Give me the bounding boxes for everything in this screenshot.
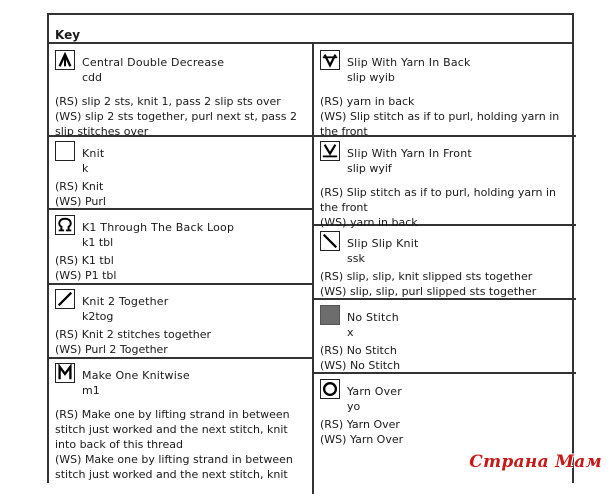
slip-with-yarn-in-front-icon <box>320 141 340 161</box>
stitch-description: (RS) K1 tbl (WS) P1 tbl <box>55 254 117 282</box>
slip-slip-knit-icon <box>320 231 340 251</box>
stitch-name: Slip Slip Knit <box>347 237 419 250</box>
stitch-abbreviation: cdd <box>82 71 103 84</box>
stitch-description: (RS) No Stitch (WS) No Stitch <box>320 344 401 372</box>
stitch-name: No Stitch <box>347 311 399 324</box>
stitch-name: Knit 2 Together <box>82 295 169 308</box>
knit-2-together-icon <box>55 289 75 309</box>
stitch-name: Knit <box>82 147 105 160</box>
stitch-abbreviation: k1 tbl <box>82 236 114 249</box>
stitch-description: (RS) Knit (WS) Purl <box>55 180 106 208</box>
k1-through-back-loop-icon <box>55 215 75 235</box>
stitch-name: K1 Through The Back Loop <box>82 221 235 234</box>
watermark: Страна Мам <box>469 452 602 472</box>
stitch-name: Slip With Yarn In Back <box>347 56 471 69</box>
make-one-knitwise-icon <box>55 363 75 383</box>
stitch-description: (RS) Slip stitch as if to purl, holding yarn in the front (WS) yarn in back <box>320 186 556 229</box>
central-double-decrease-icon <box>55 50 75 70</box>
key-table <box>47 13 574 483</box>
stitch-abbreviation: slip wyib <box>347 71 395 84</box>
stitch-description: (RS) slip 2 sts, knit 1, pass 2 slip sts over (WS) slip 2 sts together, purl next st, pass 2 slip stitches over <box>55 95 297 138</box>
stitch-abbreviation: slip wyif <box>347 162 392 175</box>
row-divider <box>49 357 312 359</box>
stitch-abbreviation: k <box>82 162 89 175</box>
column-divider <box>312 44 314 494</box>
slip-with-yarn-in-back-icon <box>320 50 340 70</box>
stitch-abbreviation: m1 <box>82 384 100 397</box>
stitch-abbreviation: ssk <box>347 252 365 265</box>
stitch-description: (RS) yarn in back (WS) Slip stitch as if to purl, holding yarn in the front <box>320 95 560 138</box>
stitch-abbreviation: yo <box>347 400 361 413</box>
stitch-description: (RS) Yarn Over (WS) Yarn Over <box>320 418 404 446</box>
row-divider <box>49 283 312 285</box>
stitch-description: (RS) slip, slip, knit slipped sts together (WS) slip, slip, purl slipped sts together <box>320 270 537 298</box>
knit-icon <box>55 141 75 161</box>
stitch-name: Make One Knitwise <box>82 369 190 382</box>
key-title: Key <box>49 15 572 44</box>
stitch-name: Yarn Over <box>347 385 403 398</box>
yarn-over-icon <box>320 379 340 399</box>
stitch-description: (RS) Knit 2 stitches together (WS) Purl 2 Together <box>55 328 212 356</box>
stitch-abbreviation: k2tog <box>82 310 114 323</box>
stitch-abbreviation: x <box>347 326 354 339</box>
stitch-description: (RS) Make one by lifting strand in between stitch just worked and the next stitch, knit into back of this thread (WS) Make one by lifting strand in between stitch just worked and the next stitch, knit <box>55 408 293 481</box>
no-stitch-icon <box>320 305 340 325</box>
stitch-name: Slip With Yarn In Front <box>347 147 472 160</box>
stitch-name: Central Double Decrease <box>82 56 225 69</box>
